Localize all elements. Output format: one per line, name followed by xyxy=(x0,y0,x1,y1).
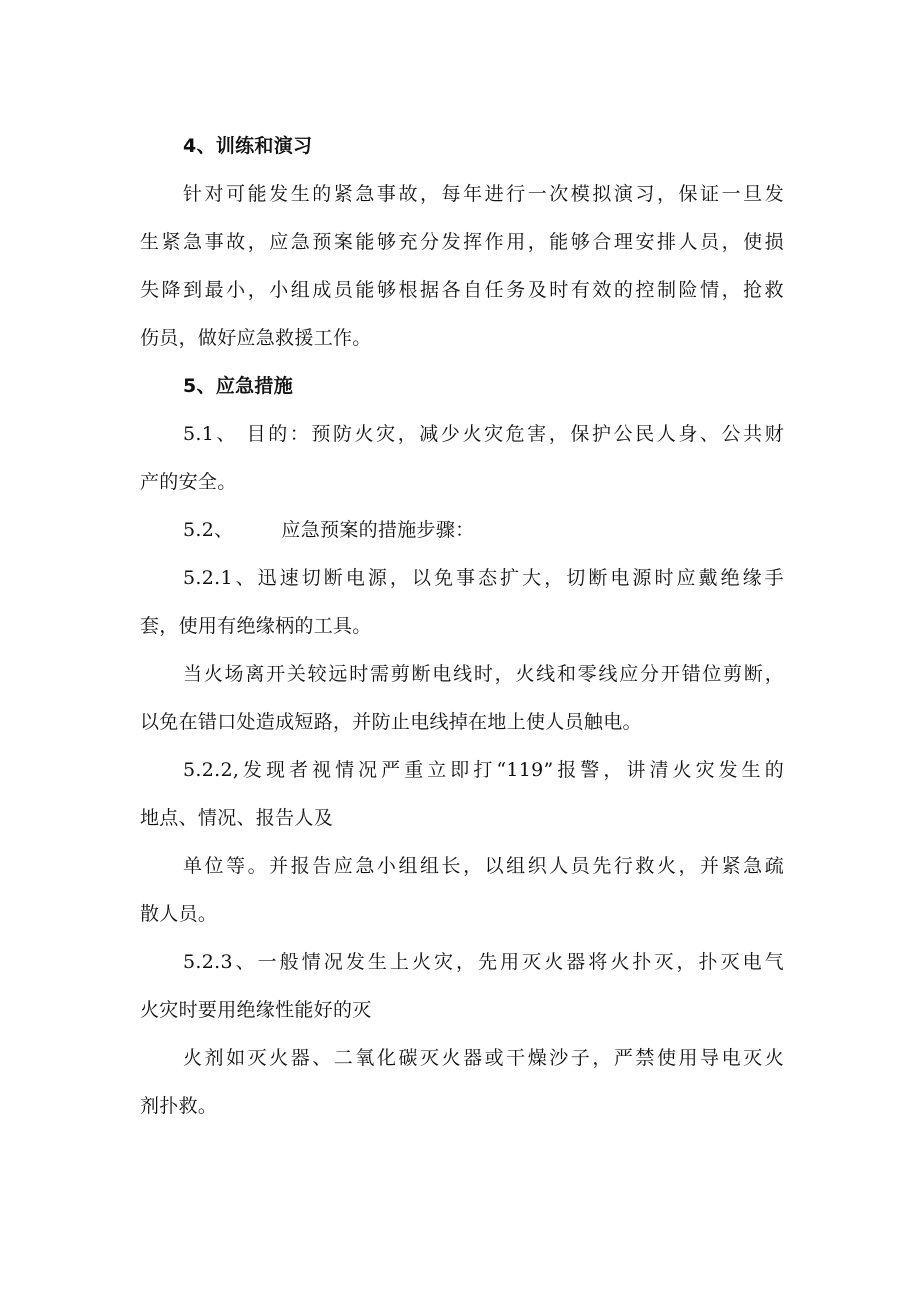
paragraph-line: 5.2.3、一般情况发生上火灾，先用灭火器将火扑灭，扑灭电气 xyxy=(183,951,784,973)
subsection-number: 5.2、 xyxy=(183,519,234,541)
paragraph-line: 失降到最小，小组成员能够根据各自任务及时有效的控制险情，抢救 xyxy=(140,279,784,301)
section-heading-emergency-measures: 5、应急措施 xyxy=(183,375,294,397)
paragraph-line: 5.1、 目的：预防火灾，减少火灾危害，保护公民人身、公共财 xyxy=(183,423,784,445)
paragraph-line: 套，使用有绝缘柄的工具。 xyxy=(140,615,372,637)
paragraph-line: 火剂如灭火器、二氧化碳灭火器或干燥沙子，严禁使用导电灭火 xyxy=(183,1047,784,1069)
paragraph-line: 生紧急事故，应急预案能够充分发挥作用，能够合理安排人员，使损 xyxy=(140,231,784,253)
paragraph-line: 火灾时要用绝缘性能好的灭 xyxy=(140,999,372,1021)
paragraph-line: 以免在错口处造成短路，并防止电线掉在地上使人员触电。 xyxy=(140,711,642,733)
subsection-heading xyxy=(183,506,474,554)
paragraph-line: 剂扑救。 xyxy=(140,1095,218,1117)
paragraph-line: 伤员，做好应急救援工作。 xyxy=(140,327,372,349)
paragraph-line: 产的安全。 xyxy=(140,471,237,493)
paragraph-line: 地点、情况、报告人及 xyxy=(140,807,334,829)
paragraph-line: 针对可能发生的紧急事故，每年进行一次模拟演习，保证一旦发 xyxy=(183,183,784,205)
paragraph-line: 当火场离开关较远时需剪断电线时，火线和零线应分开错位剪断， xyxy=(183,663,784,685)
paragraph-line: 散人员。 xyxy=(140,903,218,925)
paragraph-line: 单位等。并报告应急小组组长，以组织人员先行救火，并紧急疏 xyxy=(183,855,784,877)
section-heading-training: 4、训练和演习 xyxy=(183,135,313,157)
paragraph-line: 5.2.1、迅速切断电源，以免事态扩大，切断电源时应戴绝缘手 xyxy=(183,567,784,589)
paragraph-line: 5.2.2,发现者视情况严重立即打“119”报警，讲清火灾发生的 xyxy=(183,759,784,781)
subsection-title: 应急预案的措施步骤： xyxy=(281,519,475,541)
